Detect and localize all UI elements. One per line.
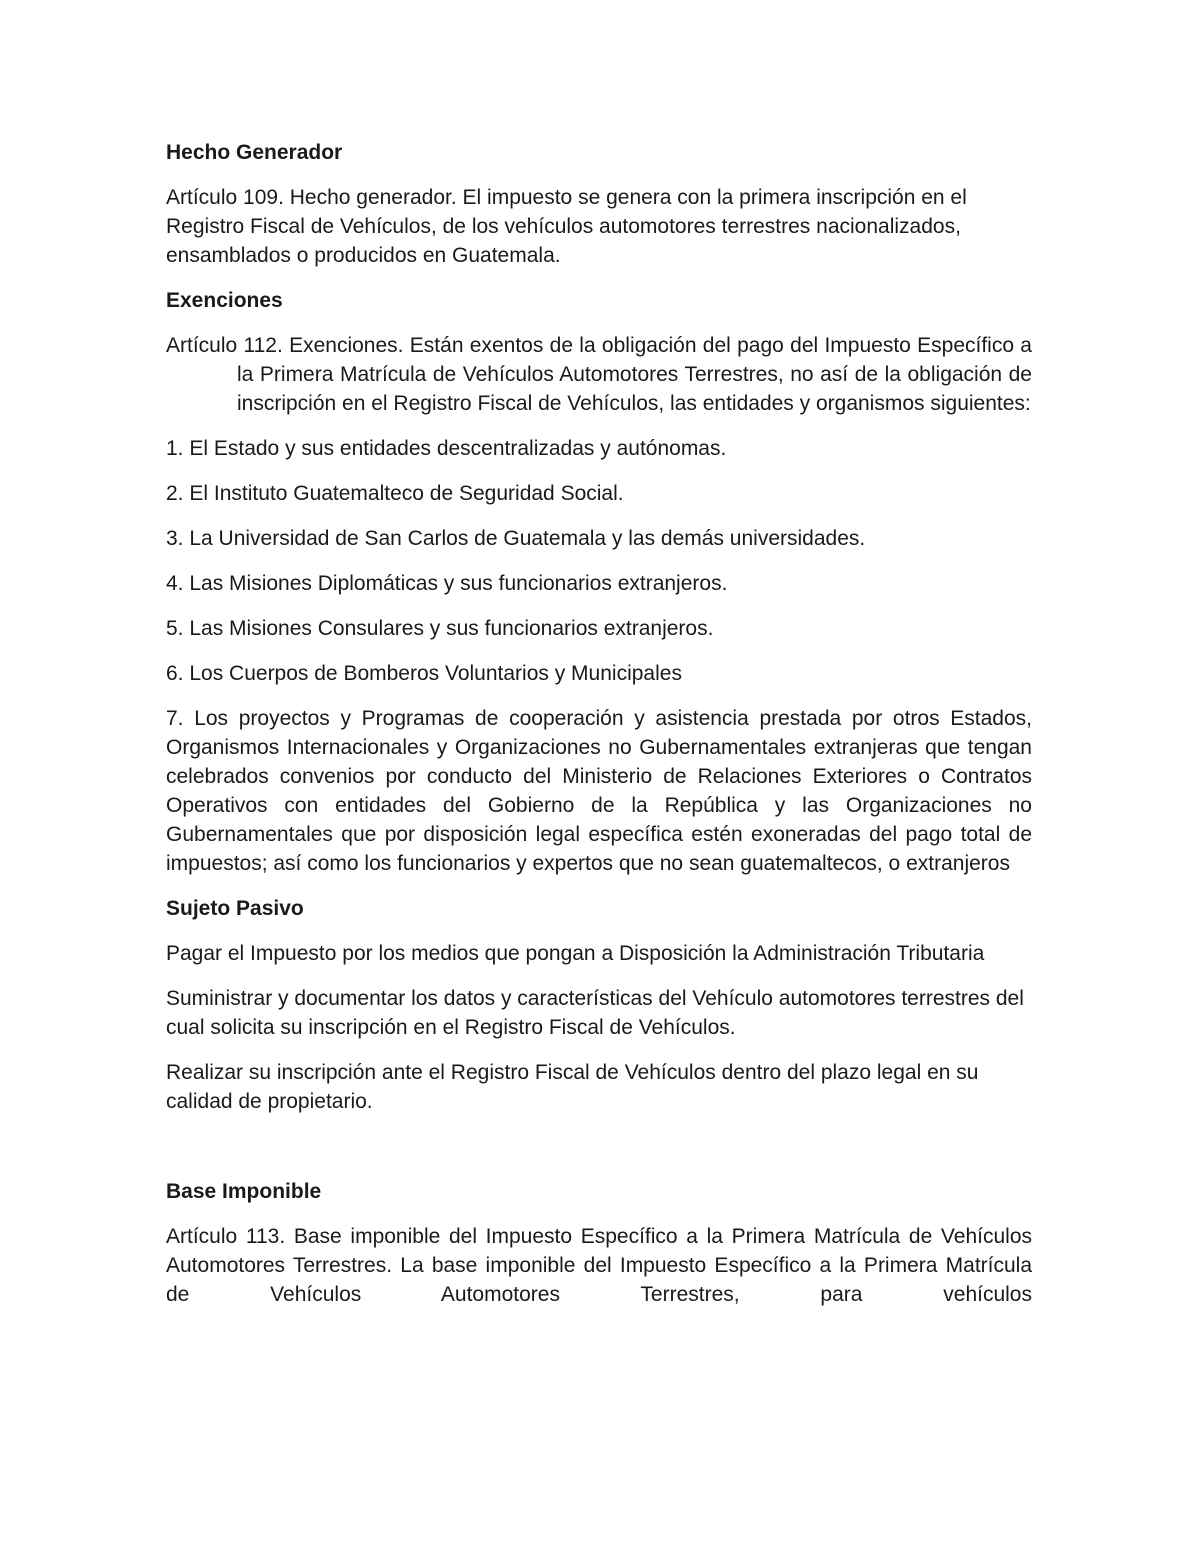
sujeto-paragraph-1: Pagar el Impuesto por los medios que pongan a Disposición la Administración Tributaria (166, 942, 985, 965)
article-109-text: Artículo 109. Hecho generador. El impuesto se genera con la primera inscripción en el Registro Fiscal de Vehículos, de los vehículos automotores terrestres nacionalizados, ensamblados o producidos en Guatemala. (166, 186, 967, 267)
exencion-item-2: 2. El Instituto Guatemalteco de Seguridad Social. (166, 482, 624, 505)
sujeto-paragraph-2: Suministrar y documentar los datos y características del Vehículo automotores terrestres del cual solicita su inscripción en el Registro Fiscal de Vehículos. (166, 987, 1024, 1039)
exencion-item-6: 6. Los Cuerpos de Bomberos Voluntarios y Municipales (166, 662, 682, 685)
article-112-text: Artículo 112. Exenciones. Están exentos de la obligación del pago del Impuesto Específico a la Primera Matrícula de Vehículos Automotores Terrestres, no así de la obligación de inscripción en el Registro Fiscal de Vehículos, las entidades y organismos siguientes: (166, 334, 1032, 415)
exencion-item-3: 3. La Universidad de San Carlos de Guatemala y las demás universidades. (166, 527, 866, 550)
document-page (166, 138, 1032, 1325)
blank-line (166, 1132, 1032, 1177)
sujeto-paragraph-3: Realizar su inscripción ante el Registro Fiscal de Vehículos dentro del plazo legal en su calidad de propietario. (166, 1061, 979, 1113)
exencion-item-4: 4. Las Misiones Diplomáticas y sus funcionarios extranjeros. (166, 572, 728, 595)
exencion-item-1: 1. El Estado y sus entidades descentralizadas y autónomas. (166, 437, 727, 460)
heading-exenciones: Exenciones (166, 289, 283, 312)
exencion-item-5: 5. Las Misiones Consulares y sus funcionarios extranjeros. (166, 617, 714, 640)
exencion-item-7: 7. Los proyectos y Programas de cooperación y asistencia prestada por otros Estados, Organismos Internacionales y Organizaciones no Gubernamentales extranjeras que tengan celebrados convenios por conducto del Ministerio de Relaciones Exteriores o Contratos Operativos con entidades del Gobierno de la República y las Organizaciones no Gubernamentales que por disposición legal específica estén exoneradas del pago total de impuestos; así como los funcionarios y expertos que no sean guatemaltecos, o extranjeros (166, 707, 1032, 875)
heading-hecho-generador: Hecho Generador (166, 141, 343, 164)
article-113-text: Artículo 113. Base imponible del Impuesto Específico a la Primera Matrícula de Vehículos Automotores Terrestres. La base imponible del Impuesto Específico a la Primera Matrícula de Vehículos Automotores Terrestres, para vehículos (166, 1225, 1032, 1306)
heading-base-imponible: Base Imponible (166, 1180, 322, 1203)
heading-sujeto-pasivo: Sujeto Pasivo (166, 897, 304, 920)
